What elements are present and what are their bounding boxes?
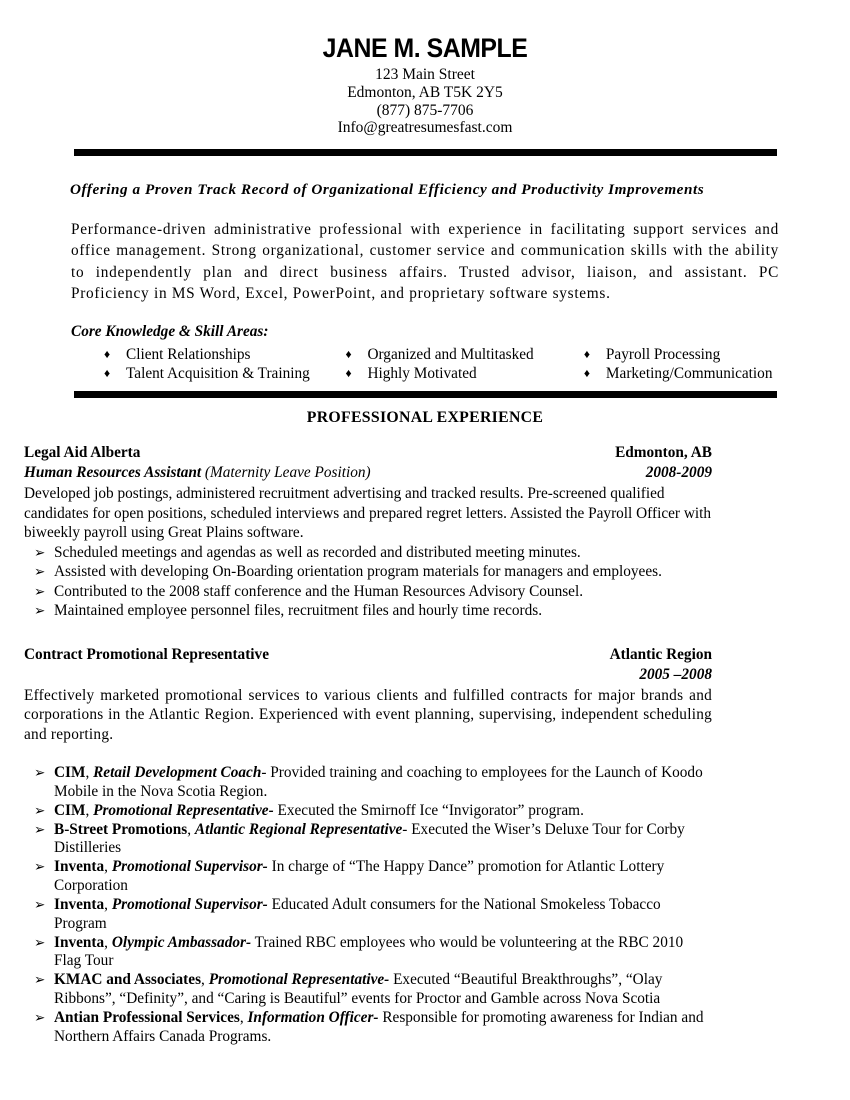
bullet-text: Inventa, Promotional Supervisor- Educated Adult consumers for the National Smokeless Tobacco Program (54, 896, 661, 932)
bullet-text: B-Street Promotions, Atlantic Regional Representative- Executed the Wiser’s Deluxe Tour for Corby Distilleries (54, 820, 685, 857)
contact-block (0, 66, 850, 136)
bullet-text: Antian Professional Services, Information Officer- Responsible for promoting awareness for Indian and Northern Affairs Canada Programs. (54, 1009, 704, 1045)
arrow-bullet-icon: ➢ (34, 972, 46, 988)
list-item (24, 971, 712, 1008)
bullet-role: Promotional Representative- (208, 971, 390, 989)
bullet-org: Inventa (54, 858, 105, 876)
bullet-role: Retail Development Coach (93, 763, 262, 781)
diamond-bullet-icon: ♦ (583, 346, 591, 361)
job-title: Human Resources Assistant (24, 464, 202, 482)
job-dates: 2005 –2008 (639, 665, 712, 683)
job-description: Effectively marketed promotional services to various clients and fulfilled contracts for major brands and corporations in the Atlantic Region. Experienced with event planning, supervising, independent scheduling and reporting. (24, 686, 712, 743)
job-description: Developed job postings, administered recruitment advertising and tracked results. Pre-screened qualified candidates for open positions, scheduled interviews and prepared regret letters. Assisted the Payroll Officer with biweekly payroll using Great Plains software. (24, 485, 712, 541)
list-item (104, 364, 345, 383)
bullet-org: Antian Professional Services (54, 1009, 240, 1027)
bullet-text: Maintained employee personnel files, recruitment files and hourly time records. (54, 601, 543, 619)
contact-city: Edmonton, AB T5K 2Y5 (347, 83, 503, 101)
job-spacer (24, 621, 712, 645)
bullet-text: Scheduled meetings and agendas as well as recorded and distributed meeting minutes. (54, 544, 581, 562)
list-item (24, 583, 712, 602)
summary-paragraph: Performance-driven administrative professional with experience in facilitating support services and office management. Strong organizational, customer service and communication skills with the ability to independently plan and direct business affairs. Trusted advisor, liaison, and assistant. PC Proficiency in MS Word, Excel, PowerPoint, and proprietary software systems. (71, 220, 779, 303)
list-item (24, 896, 712, 933)
bullet-text: CIM, Retail Development Coach- Provided training and coaching to employees for the Launch of Koodo Mobile in the Nova Scotia Region. (54, 763, 703, 800)
arrow-bullet-icon: ➢ (34, 1010, 46, 1026)
job-entry (24, 645, 712, 1047)
bullet-text: Contributed to the 2008 staff conference and the Human Resources Advisory Counsel. (54, 582, 584, 600)
job-bullet-list (24, 764, 712, 1046)
contact-address: 123 Main Street (375, 66, 475, 84)
skill-label: Payroll Processing (605, 345, 721, 363)
arrow-bullet-icon: ➢ (34, 564, 46, 580)
list-item (24, 858, 712, 895)
arrow-bullet-icon: ➢ (34, 583, 46, 599)
bullet-text: CIM, Promotional Representative- Executed the Smirnoff Ice “Invigorator” program. (54, 801, 584, 819)
list-item (24, 821, 712, 858)
contact-email: Info@greatresumesfast.com (337, 119, 513, 137)
bullet-text: Inventa, Promotional Supervisor- In charge of “The Happy Dance” promotion for Atlantic Lottery Corporation (54, 858, 665, 894)
section-title-experience: PROFESSIONAL EXPERIENCE (306, 409, 544, 427)
arrow-bullet-icon: ➢ (34, 897, 46, 913)
job-title-wrap (24, 463, 371, 483)
arrow-bullet-icon: ➢ (34, 859, 46, 875)
bullet-role: Atlantic Regional Representative (194, 820, 403, 838)
bullet-role: Olympic Ambassador- (111, 933, 252, 951)
diamond-bullet-icon: ♦ (104, 346, 111, 361)
bullet-role: Promotional Representative- (93, 801, 274, 819)
job-dates: 2008-2009 (645, 464, 712, 482)
skills-column-2 (345, 345, 583, 383)
bullet-org: B-Street Promotions (54, 820, 188, 838)
list-item (584, 364, 781, 383)
bullet-org: KMAC and Associates (54, 971, 202, 989)
resume-body (69, 181, 781, 383)
job-title-row (24, 665, 712, 685)
divider-experience (74, 391, 777, 398)
arrow-bullet-icon: ➢ (34, 764, 46, 780)
job-header-row (24, 443, 712, 463)
skill-label: Talent Acquisition & Training (126, 364, 310, 382)
list-item (24, 934, 712, 971)
list-item (24, 802, 712, 821)
bullet-org: Inventa (54, 933, 105, 951)
bullet-text: Inventa, Olympic Ambassador- Trained RBC employees who would be volunteering at the RBC 2010 Flag Tour (54, 933, 684, 970)
job-entry (24, 443, 712, 620)
list-item (24, 563, 712, 582)
core-knowledge-heading: Core Knowledge & Skill Areas: (71, 322, 269, 340)
bullet-role: Information Officer- (247, 1009, 379, 1027)
arrow-bullet-icon: ➢ (34, 934, 46, 950)
job-location: Edmonton, AB (615, 444, 712, 462)
bullet-spacer (24, 744, 712, 762)
arrow-bullet-icon: ➢ (34, 602, 46, 618)
list-item (24, 544, 712, 563)
skill-label: Organized and Multitasked (367, 345, 534, 363)
list-item (345, 364, 583, 383)
bullet-text: Assisted with developing On-Boarding orientation program materials for managers and employees. (54, 563, 662, 581)
bullet-text: KMAC and Associates, Promotional Representative- Executed “Beautiful Breakthroughs”, “Olay Ribbons”, “Definity”, and “Caring is Beautiful” events for Proctor and Gamble across Nova Scotia (54, 971, 663, 1008)
bullet-org: CIM (54, 763, 86, 781)
job-location: Atlantic Region (609, 645, 712, 663)
skill-label: Highly Motivated (367, 364, 477, 382)
bullet-role: Promotional Supervisor- (111, 896, 268, 914)
list-item (24, 1009, 712, 1046)
diamond-bullet-icon: ♦ (583, 365, 591, 380)
list-item (24, 764, 712, 801)
arrow-bullet-icon: ➢ (34, 821, 46, 837)
tagline: Offering a Proven Track Record of Organizational Efficiency and Productivity Improvements (70, 180, 705, 198)
skills-column-1 (71, 345, 345, 383)
skill-label: Client Relationships (126, 345, 251, 363)
page-title: JANE M. SAMPLE (322, 33, 528, 63)
divider-top (74, 149, 777, 156)
skill-label: Marketing/Communication (605, 364, 773, 382)
list-item (104, 345, 345, 364)
job-header-row (24, 645, 712, 665)
job-company: Contract Promotional Representative (24, 645, 269, 663)
list-item (345, 345, 583, 364)
diamond-bullet-icon: ♦ (345, 346, 352, 361)
list-item (24, 602, 712, 621)
arrow-bullet-icon: ➢ (34, 545, 46, 561)
job-title-row (24, 463, 712, 483)
job-bullet-list (24, 544, 712, 620)
bullet-org: CIM (54, 801, 86, 819)
contact-phone: (877) 875-7706 (376, 101, 474, 119)
diamond-bullet-icon: ♦ (104, 365, 111, 380)
arrow-bullet-icon: ➢ (34, 802, 46, 818)
list-item (584, 345, 781, 364)
bullet-role: Promotional Supervisor- (111, 858, 268, 876)
diamond-bullet-icon: ♦ (345, 365, 352, 380)
core-knowledge-grid (71, 345, 781, 383)
experience-list (0, 443, 712, 1046)
job-company: Legal Aid Alberta (24, 444, 141, 462)
bullet-org: Inventa (54, 896, 105, 914)
job-title-note: (Maternity Leave Position) (201, 464, 371, 482)
skills-column-3 (584, 345, 781, 383)
